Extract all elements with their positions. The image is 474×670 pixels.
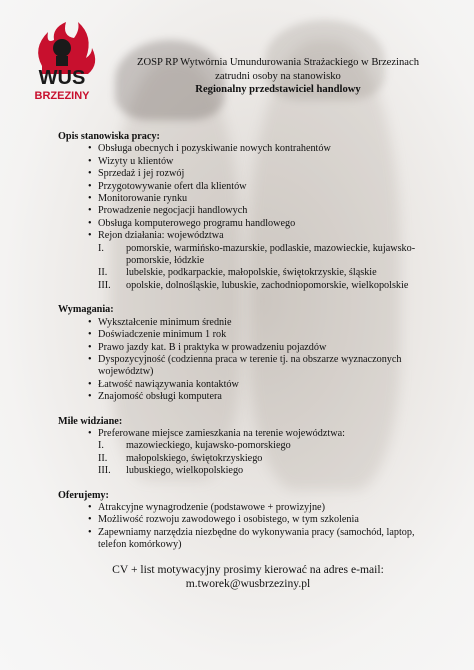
- list-item: • Obsługa obecnych i pozyskiwanie nowych kontrahentów: [88, 143, 438, 155]
- list-item: • Wykształcenie minimum średnie: [88, 317, 438, 329]
- mile-regions: [58, 440, 438, 477]
- region-text: opolskie, dolnośląskie, lubuskie, zachodniopomorskie, wielkopolskie: [126, 279, 409, 291]
- oferujemy-list: [58, 502, 438, 552]
- list-item: • Rejon działania: województwa: [88, 230, 438, 242]
- list-item: • Znajomość obsługi komputera: [88, 391, 438, 403]
- section-title-wymagania: Wymagania:: [58, 304, 114, 316]
- region-num: III.: [98, 465, 111, 477]
- list-item: • Przygotowywanie ofert dla klientów: [88, 181, 438, 193]
- list-item: • Prawo jazdy kat. B i praktyka w prowadzeniu pojazdów: [88, 342, 438, 354]
- region-item: [98, 465, 438, 477]
- region-num: III.: [98, 279, 111, 291]
- section-title-opis: Opis stanowiska pracy:: [58, 131, 160, 142]
- list-item: • Możliwość rozwoju zawodowego i osobistego, w tym szkolenia: [88, 514, 438, 526]
- region-item: [98, 243, 438, 268]
- logo-text: WUS: [38, 67, 86, 89]
- list-item: • Dyspozycyjność (codzienna praca w terenie tj. na obszarze wyznaczonych województw): [88, 354, 438, 379]
- region-text: mazowieckiego, kujawsko-pomorskiego: [126, 440, 291, 452]
- wymagania-list: [58, 317, 438, 404]
- region-item: [98, 453, 438, 465]
- region-item: [98, 267, 438, 279]
- region-text: małopolskiego, świętokrzyskiego: [126, 452, 263, 464]
- list-item: • Obsługa komputerowego programu handlowego: [88, 218, 438, 230]
- content: [58, 131, 438, 552]
- list-item: • Atrakcyjne wynagrodzenie (podstawowe + prowizyjne): [88, 502, 438, 514]
- opis-regions: [58, 243, 438, 293]
- header-hiring: zatrudni osoby na stanowisko: [215, 70, 341, 82]
- region-num: II.: [98, 452, 108, 464]
- list-item: • Preferowane miejsce zamieszkania na terenie województwa:: [88, 428, 438, 440]
- header: [108, 56, 448, 97]
- list-item: • Prowadzenie negocjacji handlowych: [88, 205, 438, 217]
- list-item: • Wizyty u klientów: [88, 156, 438, 168]
- region-item: [98, 440, 438, 452]
- footer-instruction: CV + list motywacyjny prosimy kierować na adres e-mail:: [112, 563, 384, 576]
- region-num: I.: [98, 242, 104, 254]
- region-item: [98, 280, 438, 292]
- section-title-oferujemy: Oferujemy:: [58, 489, 109, 501]
- opis-list: [58, 143, 438, 242]
- region-text: lubuskiego, wielkopolskiego: [126, 465, 244, 477]
- section-title-mile: Miłe widziane:: [58, 415, 123, 427]
- region-num: I.: [98, 440, 104, 452]
- mile-list: [58, 428, 438, 440]
- contact-email: m.tworek@wusbrzeziny.pl: [185, 577, 311, 590]
- footer: [58, 563, 438, 591]
- header-role: Regionalny przedstawiciel handlowy: [195, 84, 361, 95]
- list-item: • Łatwość nawiązywania kontaktów: [88, 379, 438, 391]
- header-company: ZOSP RP Wytwórnia Umundurowania Strażackiego w Brzezinach: [137, 57, 419, 68]
- region-num: II.: [98, 267, 108, 279]
- list-item: • Zapewniamy narzędzia niezbędne do wykonywania pracy (samochód, laptop, telefon komórkowy): [88, 527, 438, 552]
- wus-logo-icon: [22, 18, 102, 102]
- list-item: • Monitorowanie rynku: [88, 193, 438, 205]
- list-item: • Sprzedaż i jej rozwój: [88, 168, 438, 180]
- region-text: lubelskie, podkarpackie, małopolskie, świętokrzyskie, śląskie: [126, 267, 377, 279]
- logo-subtext: BRZEZINY: [34, 90, 90, 102]
- list-item: • Doświadczenie minimum 1 rok: [88, 329, 438, 341]
- region-text: pomorskie, warmińsko-mazurskie, podlaskie, mazowieckie, kujawsko-pomorskie, łódzkie: [126, 242, 416, 267]
